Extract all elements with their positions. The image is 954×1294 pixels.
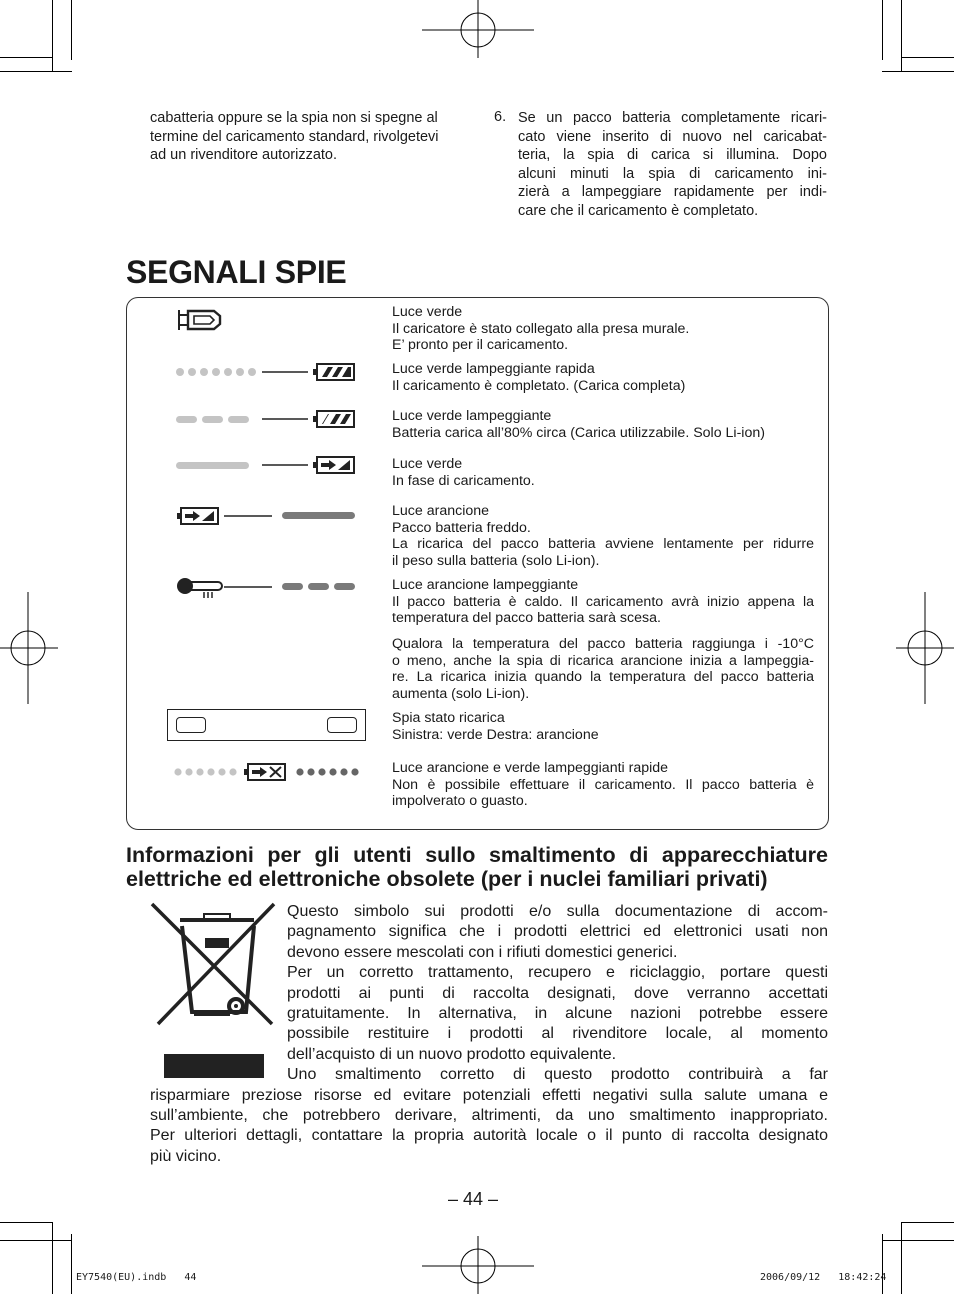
note-line: Qualora la temperatura del pacco batteria raggiunga i -10°C xyxy=(392,636,814,652)
registration-mark-right xyxy=(896,592,954,704)
signal-label: Luce arancione xyxy=(392,503,490,519)
crop-mark xyxy=(0,57,52,58)
battery-error-icon xyxy=(244,762,288,782)
led-orange-steady-indicator xyxy=(222,508,362,524)
item-number: 6. xyxy=(494,109,507,125)
crop-mark xyxy=(0,1240,72,1241)
crop-mark xyxy=(882,1240,954,1241)
signal-label: Luce arancione e verde lampeggianti rapide xyxy=(392,760,669,776)
paragraph-line: sull’ambiente, che potrebbero derivare, altrimenti, da uno smaltimento inappropriato. xyxy=(150,1107,828,1124)
signal-row-6 xyxy=(392,577,814,627)
crop-mark xyxy=(882,71,954,72)
battery-full-icon xyxy=(313,362,357,382)
left-column-text xyxy=(150,109,465,165)
signal-row-9 xyxy=(392,760,814,810)
text-line: termine del caricamento standard, rivolgetevi xyxy=(150,128,439,145)
signal-desc: Pacco batteria freddo. xyxy=(392,519,531,536)
right-lamp xyxy=(327,717,357,733)
info-heading xyxy=(126,843,828,891)
paragraph-line: Per un corretto trattamento, recupero e riciclaggio, portare questi xyxy=(287,964,828,982)
battery-charging-icon xyxy=(313,455,357,475)
registration-mark-bottom xyxy=(422,1234,534,1294)
heading-line: elettriche ed elettroniche obsolete (per i nuclei familiari privati) xyxy=(126,867,768,891)
text-line: care che il caricamento è completato. xyxy=(518,202,759,219)
crop-mark xyxy=(71,1234,72,1294)
paragraph-line: dell’acquisto di un nuovo prodotto equivalente. xyxy=(287,1045,617,1063)
signal-desc: Batteria carica all’80% circa (Carica utilizzabile. Solo Li-ion) xyxy=(392,424,765,441)
signal-row-1 xyxy=(392,304,814,354)
signal-row-4 xyxy=(392,456,814,489)
paragraph-line: prodotti ai punti di raccolta designati, dove verranno accettati xyxy=(287,984,828,1002)
page-number: – 44 – xyxy=(448,1189,499,1209)
crop-mark xyxy=(902,1222,954,1223)
signal-label: Luce verde xyxy=(392,456,463,472)
signal-label: Luce verde lampeggiante xyxy=(392,408,552,424)
signal-desc: Il pacco batteria è caldo. Il caricamento avrà inizio appena la xyxy=(392,593,814,610)
crop-mark xyxy=(0,71,72,72)
signal-desc: il peso sulla batteria (solo Li-ion). xyxy=(392,552,600,569)
text-line: alcuni minuti la spia di caricamento ini- xyxy=(518,165,827,182)
registration-mark-top xyxy=(422,0,534,60)
signal-label: Luce arancione lampeggiante xyxy=(392,577,579,593)
registration-mark-left xyxy=(0,592,60,704)
led-orange-blink-indicator xyxy=(222,580,362,596)
paragraph-line: Uno smaltimento corretto di questo prodotto contribuirà a far xyxy=(287,1066,828,1084)
note-line: aumenta (solo Li-ion). xyxy=(392,685,530,702)
crop-mark xyxy=(71,0,72,60)
heading-line: Informazioni per gli utenti sullo smaltimento di apparecchiature xyxy=(126,843,828,867)
right-column-text xyxy=(518,109,827,220)
paragraph-line: Questo simbolo sui prodotti e/o sulla documentazione di accom- xyxy=(287,903,828,920)
signal-desc: temperatura del pacco batteria sarà scesa. xyxy=(392,610,661,627)
signal-desc: Non è possibile effettuare il caricamento. Il pacco batteria è xyxy=(392,776,814,793)
signal-row-5 xyxy=(392,503,814,569)
signal-desc: Il caricatore è stato collegato alla presa murale. xyxy=(392,320,690,337)
weee-crossed-bin-icon xyxy=(150,902,278,1080)
footer-timestamp: 2006/09/12 18:42:24 xyxy=(760,1272,887,1283)
paragraph-line: risparmiare preziose risorse ed evitare potenziali effetti negativi sulla salute umana e xyxy=(150,1086,828,1104)
signal-row-8 xyxy=(392,710,814,743)
paragraph-line: pagnamento significa che i prodotti elettrici ed elettronici usati non xyxy=(287,923,828,941)
signal-row-2 xyxy=(392,361,814,394)
signal-desc: La ricarica del pacco batteria avviene lentamente per ridurre xyxy=(392,536,814,553)
signal-desc: Sinistra: verde Destra: arancione xyxy=(392,726,599,743)
paragraph-line: devono essere mescolati con i rifiuti domestici generici. xyxy=(287,943,678,961)
text-line: ad un rivenditore autorizzato. xyxy=(150,147,337,163)
text-line: teria, la spia di carica si illumina. Dopo xyxy=(518,147,827,163)
text-line: Se un pacco batteria completamente ricari- xyxy=(518,110,827,126)
signal-label: Spia stato ricarica xyxy=(392,710,505,726)
paragraph-line: Per ulteriori dettagli, contattare la propria autorità locale o il punto di raccolta designato xyxy=(150,1127,828,1145)
crop-mark xyxy=(902,57,954,58)
left-lamp xyxy=(176,717,206,733)
paragraph-line: possibile restituire i prodotti al rivenditore locale, al momento xyxy=(287,1025,828,1043)
signal-label: Luce verde xyxy=(392,304,463,320)
text-line: cabatteria oppure se la spia non si spegne al xyxy=(150,110,438,126)
battery-cold-icon xyxy=(177,506,221,526)
info-paragraph-cont xyxy=(150,1086,828,1168)
signal-label: Luce verde lampeggiante rapida xyxy=(392,361,595,377)
note-line: re. La ricarica inizia quando la temperatura del pacco batteria xyxy=(392,669,814,686)
crop-mark xyxy=(52,1222,53,1294)
info-paragraph xyxy=(287,902,828,1086)
battery-80-icon xyxy=(313,409,357,429)
footer-file: EY7540(EU).indb 44 xyxy=(76,1272,197,1283)
paragraph-line: più vicino. xyxy=(150,1147,222,1165)
section-title: SEGNALI SPIE xyxy=(126,254,347,290)
paragraph-line: gratuitamente. In alternativa, in alcune nazioni potrebbe essere xyxy=(287,1005,828,1023)
crop-mark xyxy=(882,0,883,60)
signal-desc: Il caricamento è completato. (Carica completa) xyxy=(392,377,686,394)
crop-mark xyxy=(901,1222,902,1294)
plug-icon xyxy=(176,306,224,334)
signal-desc: E’ pronto per il caricamento. xyxy=(392,337,569,354)
crop-mark xyxy=(52,0,53,72)
crop-mark xyxy=(0,1222,52,1223)
status-lamp-icon xyxy=(167,709,366,741)
crop-mark xyxy=(882,1234,883,1294)
text-line: cato viene inserito di nuovo nel caricabat- xyxy=(518,128,827,145)
note-line: o meno, anche la spia di ricarica arancione inizia a lampeggia- xyxy=(392,652,814,669)
thermometer-hot-icon xyxy=(176,576,228,600)
signal-row-3 xyxy=(392,408,814,441)
temperature-note xyxy=(392,636,814,702)
crop-mark xyxy=(901,0,902,72)
text-line: zierà a lampeggiare rapidamente per indi- xyxy=(518,184,827,200)
signal-desc: impolverato o guasto. xyxy=(392,793,528,810)
signal-desc: In fase di caricamento. xyxy=(392,472,535,489)
